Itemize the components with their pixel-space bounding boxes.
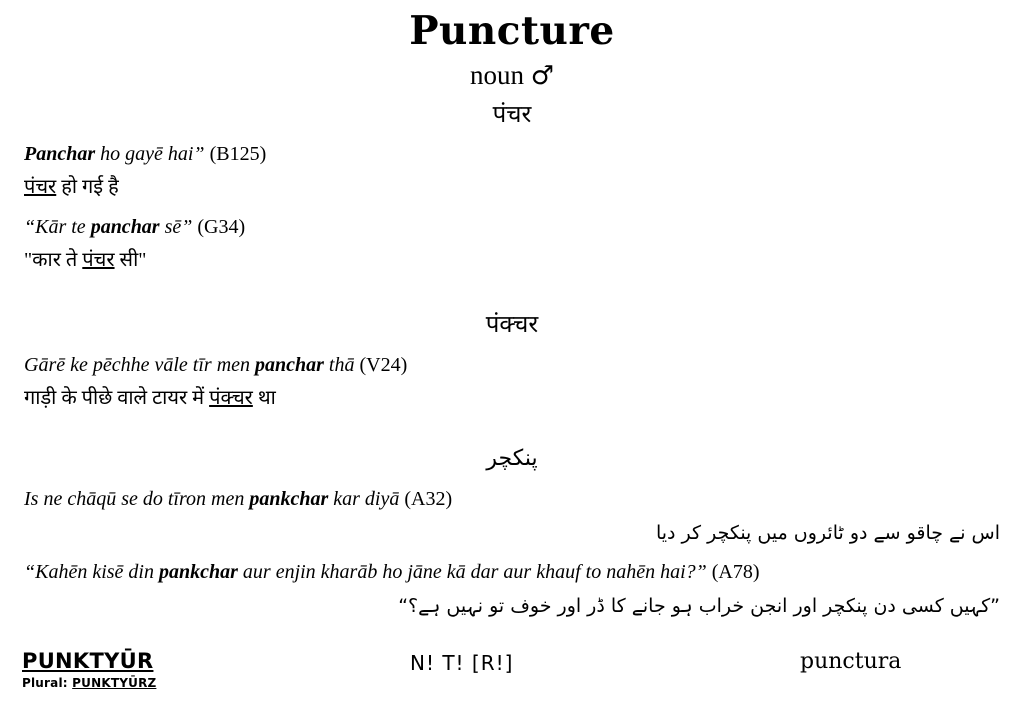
roman-bold: panchar — [255, 354, 324, 377]
dictionary-entry-page — [0, 10, 1024, 713]
devanagari-underlined: पंचर — [82, 249, 115, 272]
devanagari-post: सी" — [114, 249, 147, 272]
example-roman-3 — [24, 352, 1000, 379]
example-block-5 — [24, 559, 1000, 586]
roman-pre: Is ne chāqū se do tīron men — [24, 487, 250, 510]
example-citation-2: (G34) — [197, 216, 246, 239]
part-of-speech-line — [0, 61, 1024, 91]
example-block-2 — [24, 214, 1000, 275]
roman-post: ho gayē hai” — [95, 143, 205, 166]
example-roman-1 — [24, 141, 1000, 168]
example-devanagari-3 — [24, 383, 1000, 413]
plural-form — [22, 676, 156, 690]
page-title: Puncture — [409, 8, 615, 54]
devanagari-post: था — [252, 387, 276, 410]
example-roman-5 — [24, 559, 1000, 586]
example-urdu-5: ”کہیں کسی دن پنکچر اور انجن خراب ہو جانے کا ڈر اور خوف تو نہیں ہے؟“ — [398, 595, 1000, 618]
devanagari-headword-1: पंचर — [492, 101, 532, 128]
example-roman-4 — [24, 486, 1000, 513]
plural-label: Plural: — [22, 676, 73, 690]
example-block-4 — [24, 486, 1000, 513]
footer — [0, 649, 1024, 705]
example-devanagari-2 — [24, 245, 1000, 275]
roman-post: aur enjin kharāb ho jāne kā dar aur khauf to nahēn hai?” — [237, 561, 707, 584]
devanagari-post: हो गई है — [56, 176, 119, 199]
example-urdu-4: اس نے چاقو سے دو ٹائروں میں پنکچر کر دیا — [655, 521, 1000, 544]
urdu-headword: پنکچر — [486, 446, 538, 472]
part-of-speech: noun — [469, 59, 524, 90]
devanagari-pre: "कार ते — [24, 249, 83, 272]
roman-post: sē” — [159, 216, 193, 239]
example-citation-3: (V24) — [359, 354, 408, 377]
roman-bold: panchar — [90, 216, 160, 239]
devanagari-pre: गाड़ी के पीछे वाले टायर में — [24, 387, 210, 410]
pronunciation — [22, 649, 156, 673]
example-citation-4: (A32) — [404, 487, 453, 510]
roman-post: kar diyā — [328, 487, 400, 510]
example-block-3 — [24, 352, 1000, 413]
ipa-notation: N! T! [R!] — [410, 651, 514, 675]
pronunciation-text: PUNKTYŪR — [22, 649, 154, 673]
gender-symbol-icon: ♂ — [530, 60, 555, 91]
roman-bold: pankchar — [249, 487, 329, 510]
example-block-1 — [24, 141, 1000, 202]
plural-value: PUNKTYŪRZ — [72, 676, 157, 690]
devanagari-underlined: पंचर — [24, 176, 57, 199]
roman-bold: pankchar — [159, 561, 238, 584]
devanagari-underlined: पंक्चर — [209, 387, 253, 410]
roman-bold: Panchar — [24, 143, 96, 166]
example-citation-1: (B125) — [209, 143, 267, 166]
example-devanagari-1 — [24, 172, 1000, 202]
roman-post: thā — [323, 354, 355, 377]
example-roman-2 — [24, 214, 1000, 241]
roman-pre: “Kahēn kisē din — [24, 561, 159, 584]
example-citation-5: (A78) — [711, 561, 760, 584]
latin-etymon: punctura — [800, 649, 902, 674]
roman-pre: “Kār te — [24, 216, 91, 239]
roman-pre: Gārē ke pēchhe vāle tīr men — [24, 354, 256, 377]
devanagari-headword-2: पंक्चर — [485, 312, 539, 339]
footer-pronunciation-block — [22, 649, 156, 690]
